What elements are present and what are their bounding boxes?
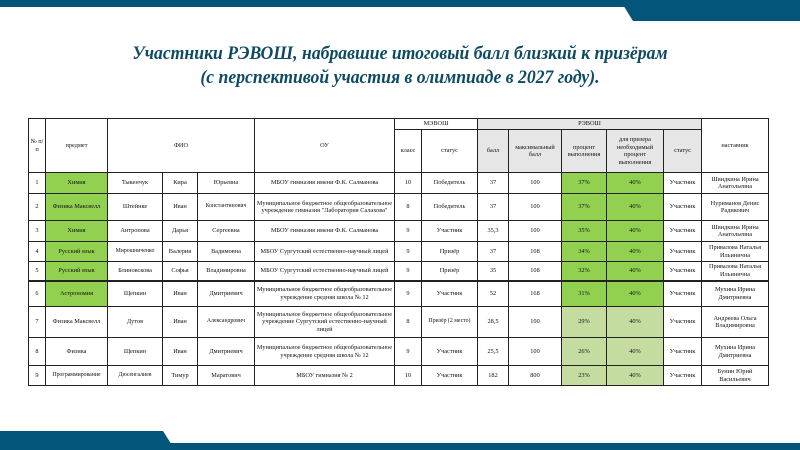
cell-revosh-status: Участник: [664, 338, 702, 366]
cell-revosh-status: Участник: [664, 262, 702, 281]
cell-middle-name: Вадимовна: [198, 242, 255, 262]
header-score: балл: [478, 130, 509, 173]
header-revosh: РЭВОШ: [478, 119, 702, 130]
cell-revosh-status: Участник: [664, 307, 702, 338]
cell-score: 28,5: [478, 307, 509, 338]
cell-last-name: Дутов: [108, 307, 163, 338]
table-row: [29, 366, 769, 386]
cell-prize-percent: 40%: [607, 194, 664, 221]
cell-num: 5: [29, 262, 46, 281]
cell-grade: 8: [395, 194, 422, 221]
table-row: [29, 221, 769, 242]
cell-grade: 9: [395, 221, 422, 242]
slide-title: [28, 42, 772, 90]
cell-prize-percent: 40%: [607, 242, 664, 262]
cell-mevosh-status: Победитель: [422, 194, 478, 221]
cell-percent: 37%: [562, 173, 607, 194]
header-mentor: наставник: [702, 119, 769, 173]
cell-subject: Физика: [46, 338, 108, 366]
cell-mentor: Мухина Ирина Дмитриевна: [702, 338, 769, 366]
cell-prize-percent: 40%: [607, 221, 664, 242]
cell-middle-name: Юрьевна: [198, 173, 255, 194]
table-row: [29, 307, 769, 338]
participants-table: [28, 118, 769, 386]
cell-school: МБОУ гимназия № 2: [255, 366, 395, 386]
cell-prize-percent: 40%: [607, 173, 664, 194]
cell-num: 2: [29, 194, 46, 221]
cell-mevosh-status: Участник: [422, 366, 478, 386]
cell-revosh-status: Участник: [664, 194, 702, 221]
cell-score: 25,5: [478, 338, 509, 366]
cell-max-score: 168: [509, 281, 562, 307]
table-row: [29, 281, 769, 307]
cell-revosh-status: Участник: [664, 173, 702, 194]
cell-percent: 23%: [562, 366, 607, 386]
cell-first-name: Иван: [163, 194, 198, 221]
title-line-1: Участники РЭВОШ, набравшие итоговый балл близкий к призёрам: [132, 43, 668, 64]
table-row: [29, 194, 769, 221]
cell-school: Муниципальное бюджетное общеобразовательное учреждение гимназия "Лаборатория Салахова": [255, 194, 395, 221]
cell-grade: 9: [395, 281, 422, 307]
cell-first-name: Кира: [163, 173, 198, 194]
cell-mentor: Швидкина Ирина Анатольевна: [702, 221, 769, 242]
cell-score: 37: [478, 194, 509, 221]
cell-num: 7: [29, 307, 46, 338]
cell-middle-name: Константинович: [198, 194, 255, 221]
cell-percent: 37%: [562, 194, 607, 221]
cell-grade: 9: [395, 338, 422, 366]
cell-percent: 26%: [562, 338, 607, 366]
cell-mentor: Андреева Ольга Владимировна: [702, 307, 769, 338]
header-grade: класс: [395, 130, 422, 173]
top-band-accent: [620, 0, 800, 21]
cell-revosh-status: Участник: [664, 281, 702, 307]
table-row: [29, 242, 769, 262]
cell-max-score: 100: [509, 173, 562, 194]
cell-last-name: Мирошниченко: [108, 242, 163, 262]
cell-mevosh-status: Участник: [422, 221, 478, 242]
cell-revosh-status: Участник: [664, 242, 702, 262]
cell-score: 182: [478, 366, 509, 386]
bottom-band: [0, 443, 800, 450]
cell-middle-name: Александрович: [198, 307, 255, 338]
cell-last-name: Дюсенгалиев: [108, 366, 163, 386]
cell-subject: Физика Максвелл: [46, 194, 108, 221]
cell-mevosh-status: Призёр (2 место): [422, 307, 478, 338]
cell-school: МБОУ гимназия имени Ф.К. Салманова: [255, 221, 395, 242]
cell-last-name: Антропова: [108, 221, 163, 242]
cell-subject: Астрономия: [46, 281, 108, 307]
cell-mentor: Швидкина Ирина Анатольевна: [702, 173, 769, 194]
cell-first-name: Софья: [163, 262, 198, 281]
header-revosh-status: статус: [664, 130, 702, 173]
cell-max-score: 100: [509, 307, 562, 338]
cell-num: 9: [29, 366, 46, 386]
cell-percent: 35%: [562, 221, 607, 242]
cell-middle-name: Владимировна: [198, 262, 255, 281]
cell-max-score: 100: [509, 338, 562, 366]
cell-last-name: Штейнке: [108, 194, 163, 221]
header-mevosh: МЭВОШ: [395, 119, 478, 130]
cell-grade: 10: [395, 366, 422, 386]
table-row: [29, 338, 769, 366]
cell-num: 6: [29, 281, 46, 307]
cell-max-score: 100: [509, 221, 562, 242]
header-fio: ФИО: [108, 119, 255, 173]
cell-mevosh-status: Участник: [422, 281, 478, 307]
cell-subject: Химия: [46, 173, 108, 194]
header-school: ОУ: [255, 119, 395, 173]
header-subject: предмет: [46, 119, 108, 173]
cell-score: 35,3: [478, 221, 509, 242]
cell-percent: 32%: [562, 262, 607, 281]
cell-middle-name: Дмитриевич: [198, 338, 255, 366]
cell-score: 37: [478, 242, 509, 262]
cell-percent: 29%: [562, 307, 607, 338]
cell-first-name: Валерия: [163, 242, 198, 262]
cell-prize-percent: 40%: [607, 281, 664, 307]
cell-mentor: Мухина Ирина Дмитриевна: [702, 281, 769, 307]
cell-mevosh-status: Призёр: [422, 262, 478, 281]
cell-subject: Химия: [46, 221, 108, 242]
cell-mentor: Привалова Наталья Ильинична: [702, 242, 769, 262]
cell-grade: 9: [395, 242, 422, 262]
cell-max-score: 108: [509, 242, 562, 262]
cell-num: 4: [29, 242, 46, 262]
cell-score: 52: [478, 281, 509, 307]
cell-revosh-status: Участник: [664, 221, 702, 242]
cell-school: Муниципальное бюджетное общеобразовательное учреждение Сургутский естественно-научный лицей: [255, 307, 395, 338]
cell-score: 35: [478, 262, 509, 281]
cell-first-name: Иван: [163, 338, 198, 366]
table-row: [29, 173, 769, 194]
cell-grade: 10: [395, 173, 422, 194]
cell-subject: Русский язык: [46, 262, 108, 281]
cell-grade: 9: [395, 262, 422, 281]
cell-mentor: Привалова Наталья Ильинична: [702, 262, 769, 281]
cell-percent: 34%: [562, 242, 607, 262]
cell-middle-name: Дмитриевич: [198, 281, 255, 307]
cell-school: Муниципальное бюджетное общеобразовательное учреждение средняя школа № 12: [255, 281, 395, 307]
cell-max-score: 108: [509, 262, 562, 281]
cell-last-name: Щепкин: [108, 338, 163, 366]
cell-last-name: Щепкин: [108, 281, 163, 307]
cell-first-name: Иван: [163, 281, 198, 307]
cell-prize-percent: 40%: [607, 338, 664, 366]
cell-num: 1: [29, 173, 46, 194]
table-row: [29, 262, 769, 281]
cell-prize-percent: 40%: [607, 366, 664, 386]
cell-school: МБОУ гимназия имени Ф.К. Салманова: [255, 173, 395, 194]
cell-percent: 31%: [562, 281, 607, 307]
cell-num: 8: [29, 338, 46, 366]
header-prize-percent: для призера необходимый процент выполнения: [607, 130, 664, 173]
cell-last-name: Блиновскова: [108, 262, 163, 281]
cell-revosh-status: Участник: [664, 366, 702, 386]
header-num: № п/п: [29, 119, 46, 173]
header-row-1: [29, 119, 769, 130]
cell-subject: Русский язык: [46, 242, 108, 262]
header-percent: процент выполнения: [562, 130, 607, 173]
cell-school: Муниципальное бюджетное общеобразовательное учреждение средняя школа № 12: [255, 338, 395, 366]
cell-mevosh-status: Призёр: [422, 242, 478, 262]
header-mevosh-status: статус: [422, 130, 478, 173]
cell-mentor: Нуриманов Денис Радикович: [702, 194, 769, 221]
cell-middle-name: Сергеевна: [198, 221, 255, 242]
cell-score: 37: [478, 173, 509, 194]
cell-subject: Физика Максвелл: [46, 307, 108, 338]
cell-num: 3: [29, 221, 46, 242]
header-max-score: максимальный балл: [509, 130, 562, 173]
cell-max-score: 800: [509, 366, 562, 386]
cell-school: МБОУ Сургутский естественно-научный лицей: [255, 242, 395, 262]
cell-prize-percent: 40%: [607, 262, 664, 281]
cell-subject: Программирование: [46, 366, 108, 386]
cell-grade: 8: [395, 307, 422, 338]
cell-prize-percent: 40%: [607, 307, 664, 338]
cell-middle-name: Маратович: [198, 366, 255, 386]
cell-mevosh-status: Участник: [422, 338, 478, 366]
cell-first-name: Тимур: [163, 366, 198, 386]
title-line-2: (с перспективой участия в олимпиаде в 2027 году).: [200, 67, 600, 88]
cell-last-name: Тыкенчук: [108, 173, 163, 194]
cell-mentor: Бунин Юрий Васильевич: [702, 366, 769, 386]
cell-first-name: Иван: [163, 307, 198, 338]
cell-school: МБОУ Сургутский естественно-научный лицей: [255, 262, 395, 281]
cell-max-score: 100: [509, 194, 562, 221]
cell-first-name: Дарья: [163, 221, 198, 242]
cell-mevosh-status: Победитель: [422, 173, 478, 194]
